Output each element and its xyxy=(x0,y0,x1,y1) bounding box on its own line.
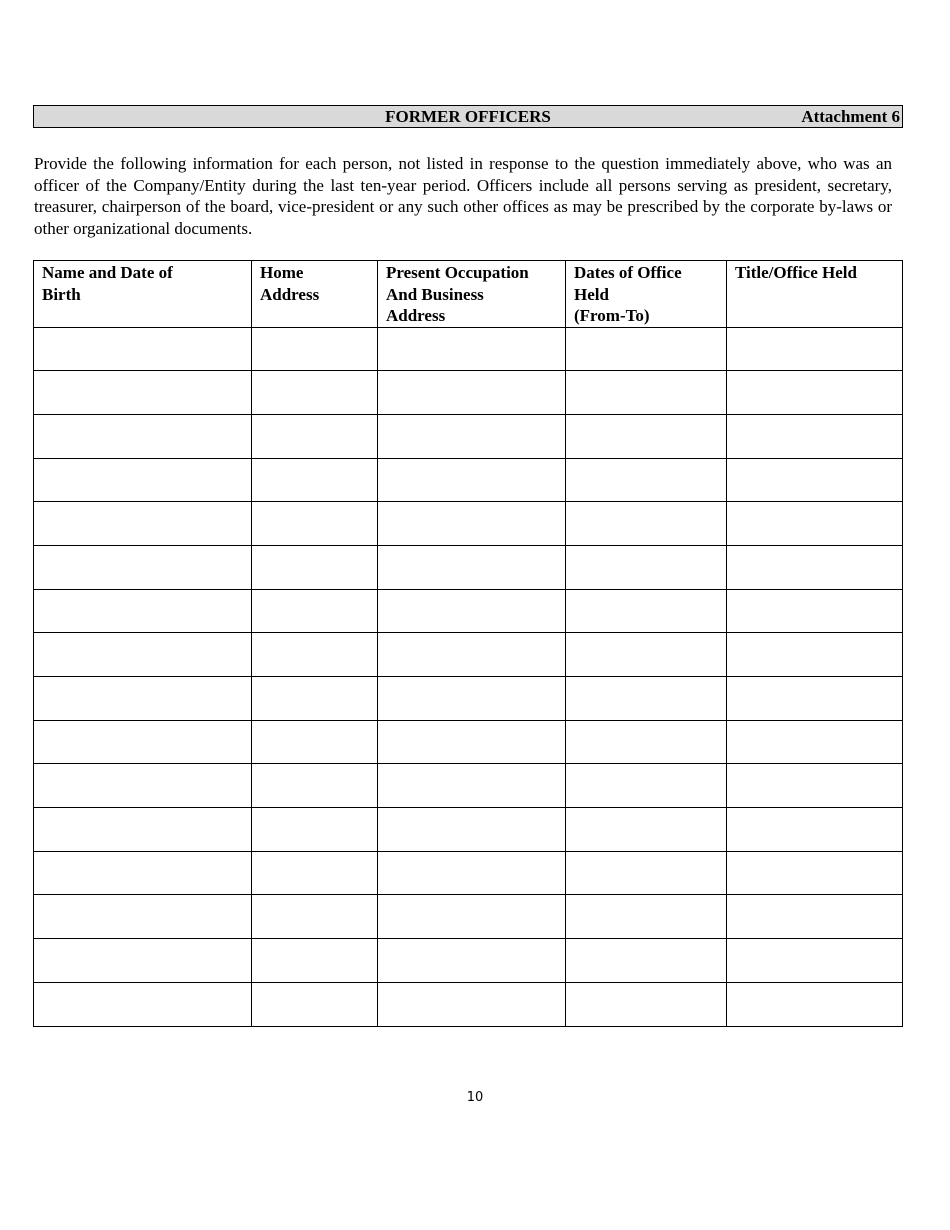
dates-held-cell[interactable] xyxy=(566,502,727,546)
table-row xyxy=(34,414,903,458)
table-row xyxy=(34,851,903,895)
home-address-cell[interactable] xyxy=(252,327,378,371)
table-row xyxy=(34,720,903,764)
section-header xyxy=(33,105,903,128)
occupation-cell[interactable] xyxy=(378,502,566,546)
table-header-row xyxy=(34,261,903,328)
instructions-paragraph: Provide the following information for each person, not listed in response to the question immediately above, who was an officer of the Company/Entity during the last ten-year period. Officers include all persons serving as president, secretary, treasurer, chairperson of the board, vice-president or any such other offices as may be prescribed by the corporate by-laws or other organizational documents. xyxy=(34,154,892,239)
column-header-occupation: Present Occupation And Business Address xyxy=(378,261,566,328)
title-held-cell[interactable] xyxy=(727,502,903,546)
home-address-cell[interactable] xyxy=(252,982,378,1026)
table-row xyxy=(34,982,903,1026)
name-dob-cell[interactable] xyxy=(34,720,252,764)
name-dob-cell[interactable] xyxy=(34,545,252,589)
title-held-cell[interactable] xyxy=(727,414,903,458)
table-body xyxy=(34,327,903,1026)
table-row xyxy=(34,939,903,983)
name-dob-cell[interactable] xyxy=(34,982,252,1026)
dates-held-cell[interactable] xyxy=(566,720,727,764)
occupation-cell[interactable] xyxy=(378,633,566,677)
title-held-cell[interactable] xyxy=(727,808,903,852)
occupation-cell[interactable] xyxy=(378,677,566,721)
name-dob-cell[interactable] xyxy=(34,851,252,895)
title-held-cell[interactable] xyxy=(727,589,903,633)
name-dob-cell[interactable] xyxy=(34,677,252,721)
name-dob-cell[interactable] xyxy=(34,371,252,415)
title-held-cell[interactable] xyxy=(727,545,903,589)
home-address-cell[interactable] xyxy=(252,720,378,764)
name-dob-cell[interactable] xyxy=(34,764,252,808)
occupation-cell[interactable] xyxy=(378,982,566,1026)
table-row xyxy=(34,764,903,808)
table-row xyxy=(34,589,903,633)
name-dob-cell[interactable] xyxy=(34,895,252,939)
dates-held-cell[interactable] xyxy=(566,414,727,458)
occupation-cell[interactable] xyxy=(378,458,566,502)
occupation-cell[interactable] xyxy=(378,895,566,939)
name-dob-cell[interactable] xyxy=(34,808,252,852)
occupation-cell[interactable] xyxy=(378,764,566,808)
title-held-cell[interactable] xyxy=(727,371,903,415)
home-address-cell[interactable] xyxy=(252,371,378,415)
dates-held-cell[interactable] xyxy=(566,764,727,808)
home-address-cell[interactable] xyxy=(252,808,378,852)
table-row xyxy=(34,502,903,546)
dates-held-cell[interactable] xyxy=(566,327,727,371)
dates-held-cell[interactable] xyxy=(566,545,727,589)
home-address-cell[interactable] xyxy=(252,414,378,458)
dates-held-cell[interactable] xyxy=(566,458,727,502)
table-row xyxy=(34,458,903,502)
table-row xyxy=(34,677,903,721)
dates-held-cell[interactable] xyxy=(566,371,727,415)
section-title: FORMER OFFICERS xyxy=(385,107,551,126)
table-row xyxy=(34,327,903,371)
title-held-cell[interactable] xyxy=(727,764,903,808)
dates-held-cell[interactable] xyxy=(566,851,727,895)
occupation-cell[interactable] xyxy=(378,371,566,415)
column-header-title-held: Title/Office Held xyxy=(727,261,903,328)
attachment-label: Attachment 6 xyxy=(801,107,900,126)
home-address-cell[interactable] xyxy=(252,458,378,502)
home-address-cell[interactable] xyxy=(252,502,378,546)
title-held-cell[interactable] xyxy=(727,720,903,764)
name-dob-cell[interactable] xyxy=(34,939,252,983)
home-address-cell[interactable] xyxy=(252,764,378,808)
dates-held-cell[interactable] xyxy=(566,982,727,1026)
title-held-cell[interactable] xyxy=(727,895,903,939)
occupation-cell[interactable] xyxy=(378,414,566,458)
dates-held-cell[interactable] xyxy=(566,633,727,677)
home-address-cell[interactable] xyxy=(252,851,378,895)
title-held-cell[interactable] xyxy=(727,982,903,1026)
name-dob-cell[interactable] xyxy=(34,589,252,633)
table-row xyxy=(34,371,903,415)
name-dob-cell[interactable] xyxy=(34,502,252,546)
title-held-cell[interactable] xyxy=(727,633,903,677)
occupation-cell[interactable] xyxy=(378,808,566,852)
former-officers-table xyxy=(33,260,903,1027)
column-header-home-address: Home Address xyxy=(252,261,378,328)
dates-held-cell[interactable] xyxy=(566,939,727,983)
home-address-cell[interactable] xyxy=(252,545,378,589)
page-number: 10 xyxy=(466,1090,484,1105)
name-dob-cell[interactable] xyxy=(34,633,252,677)
home-address-cell[interactable] xyxy=(252,633,378,677)
occupation-cell[interactable] xyxy=(378,851,566,895)
occupation-cell[interactable] xyxy=(378,545,566,589)
dates-held-cell[interactable] xyxy=(566,895,727,939)
home-address-cell[interactable] xyxy=(252,677,378,721)
title-held-cell[interactable] xyxy=(727,851,903,895)
table-row xyxy=(34,895,903,939)
home-address-cell[interactable] xyxy=(252,939,378,983)
occupation-cell[interactable] xyxy=(378,939,566,983)
name-dob-cell[interactable] xyxy=(34,458,252,502)
table-row xyxy=(34,545,903,589)
home-address-cell[interactable] xyxy=(252,895,378,939)
dates-held-cell[interactable] xyxy=(566,808,727,852)
dates-held-cell[interactable] xyxy=(566,589,727,633)
dates-held-cell[interactable] xyxy=(566,677,727,721)
column-header-name-dob: Name and Date of Birth xyxy=(34,261,252,328)
occupation-cell[interactable] xyxy=(378,589,566,633)
table-row xyxy=(34,808,903,852)
title-held-cell[interactable] xyxy=(727,327,903,371)
title-held-cell[interactable] xyxy=(727,458,903,502)
column-header-dates-held: Dates of Office Held (From-To) xyxy=(566,261,727,328)
occupation-cell[interactable] xyxy=(378,327,566,371)
title-held-cell[interactable] xyxy=(727,677,903,721)
name-dob-cell[interactable] xyxy=(34,414,252,458)
name-dob-cell[interactable] xyxy=(34,327,252,371)
occupation-cell[interactable] xyxy=(378,720,566,764)
title-held-cell[interactable] xyxy=(727,939,903,983)
table-row xyxy=(34,633,903,677)
home-address-cell[interactable] xyxy=(252,589,378,633)
